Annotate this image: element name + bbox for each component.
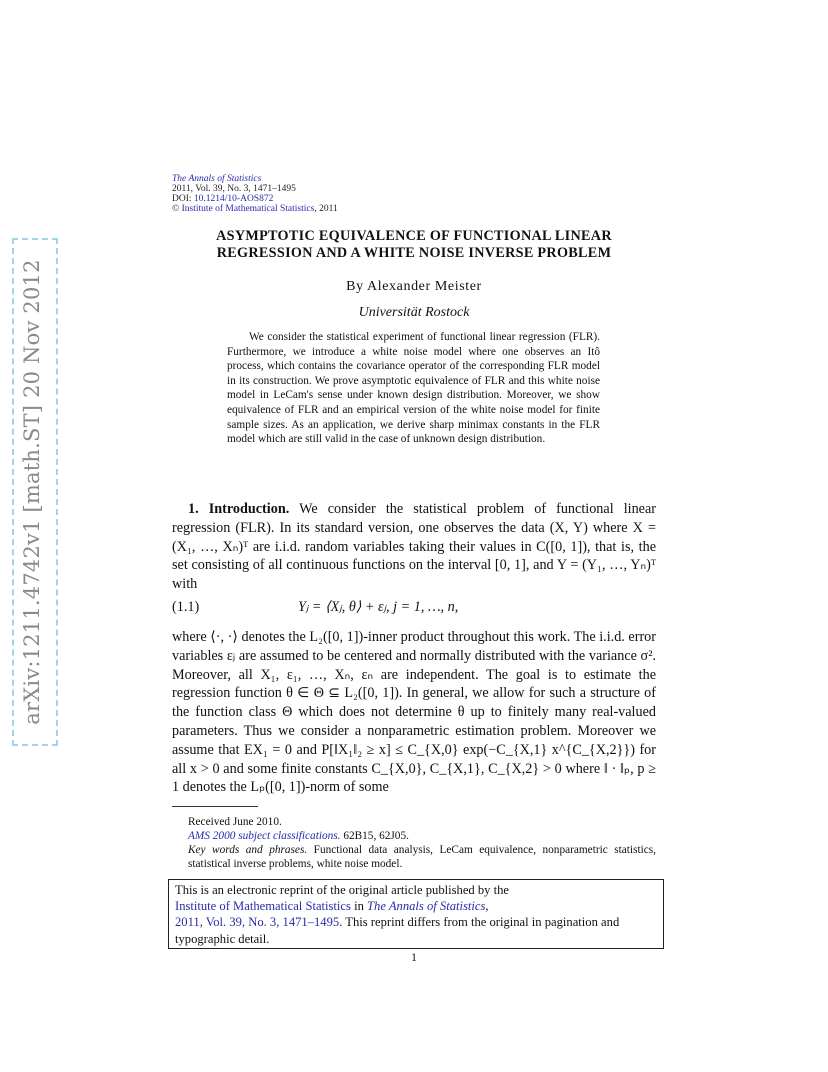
reprint-in: in (350, 899, 368, 914)
equation-number: (1.1) (172, 599, 200, 615)
reprint-citation-link[interactable]: 2011, Vol. 39, No. 3, 1471–1495 (175, 915, 340, 930)
doi-prefix: DOI: (172, 194, 194, 204)
copyright-year: , 2011 (314, 204, 338, 214)
affiliation: Universität Rostock (358, 305, 470, 320)
page-number: 1 (411, 950, 417, 964)
reprint-ims-link[interactable]: Institute of Mathematical Statistics (175, 899, 351, 914)
footnotes (172, 815, 656, 871)
ims-link[interactable]: Institute of Mathematical Statistics (181, 204, 315, 214)
title-line-2: REGRESSION AND A WHITE NOISE INVERSE PROBLEM (216, 245, 612, 261)
ams-codes: 62B15, 62J05. (340, 830, 409, 842)
reprint-comma: , (485, 899, 489, 914)
reprint-notice (168, 879, 664, 949)
paper-title (172, 228, 656, 262)
reprint-rest: . This reprint differs from the original in pagination and typographic detail. (175, 915, 620, 946)
volume-line: 2011, Vol. 39, No. 3, 1471–1495 (172, 184, 296, 194)
footnote-rule (172, 806, 258, 807)
reprint-journal-link[interactable]: The Annals of Statistics (367, 899, 486, 914)
doi-link[interactable]: 10.1214/10-AOS872 (193, 194, 274, 204)
title-line-1: ASYMPTOTIC EQUIVALENCE OF FUNCTIONAL LINEAR (216, 228, 612, 244)
copyright-symbol: © (172, 204, 180, 214)
intro-paragraph-2: where ⟨·, ·⟩ denotes the L₂([0, 1])-inner product throughout this work. The i.i.d. error variables εⱼ are assumed to be centered and normally distributed with the variance σ². Moreover, all X₁, ε₁, …, Xₙ, εₙ are independent. The goal is to estimate the regression function θ ∈ Θ ⊆ L₂([0, 1]). In general, we allow for such a structure of the function class Θ which does not determine θ up to finitely many real-valued parameters. Thus we consider a nonparametric estimation problem. Moreover we assume that EX₁ = 0 and P[‖X₁‖₂ ≥ x] ≤ C_{X,0} exp(−C_{X,1} x^{C_{X,2}}) for all x > 0 and some finite constants C_{X,0}, C_{X,1}, C_{X,2} > 0 where ‖ · ‖ₚ, p ≥ 1 denotes the Lₚ([0, 1])-norm of some (172, 629, 656, 796)
section-heading: 1. Introduction. (188, 501, 290, 517)
received-date: Received June 2010. (188, 816, 282, 828)
journal-header (172, 174, 338, 214)
ams-classification-link[interactable]: AMS 2000 subject classifications. (188, 830, 341, 842)
intro-text-1: We consider the statistical problem of functional linear regression (FLR). In its standard version, one observes the data (X, Y) where X = (X₁, …, Xₙ)ᵀ are i.i.d. random variables taking their values in C([0, 1]), that is, the set consisting of all continuous functions on the interval [0, 1], and Y = (Y₁, …, Yₙ)ᵀ with (172, 501, 656, 593)
equation-1-1 (172, 599, 656, 619)
equation-body: Yⱼ = ⟨Xⱼ, θ⟩ + εⱼ, j = 1, …, n, (298, 599, 459, 615)
keywords-label: Key words and phrases. (188, 844, 308, 856)
arxiv-identifier: arXiv:1211.4742v1 [math.ST] 20 Nov 2012 (20, 259, 44, 725)
intro-paragraph-1 (172, 500, 656, 594)
journal-name-link[interactable]: The Annals of Statistics (172, 174, 262, 184)
keywords: Functional data analysis, LeCam equivalence, nonparametric statistics, statistical inverse problems, white noise model. (188, 844, 656, 870)
abstract: We consider the statistical experiment of functional linear regression (FLR). Furthermore, we introduce a white noise model where one observes an Itô process, which contains the covariance operator of the corresponding FLR model in its construction. We prove asymptotic equivalence of FLR and this white noise model in LeCam's sense under known design distribution. Moreover, we show equivalence of FLR and an empirical version of the white noise model for finite sample sizes. As an application, we derive sharp minimax constants in the FLR model which are still valid in the case of unknown design distribution. (227, 331, 600, 446)
author: By Alexander Meister (346, 279, 482, 294)
reprint-line-1: This is an electronic reprint of the original article published by the (175, 883, 509, 897)
